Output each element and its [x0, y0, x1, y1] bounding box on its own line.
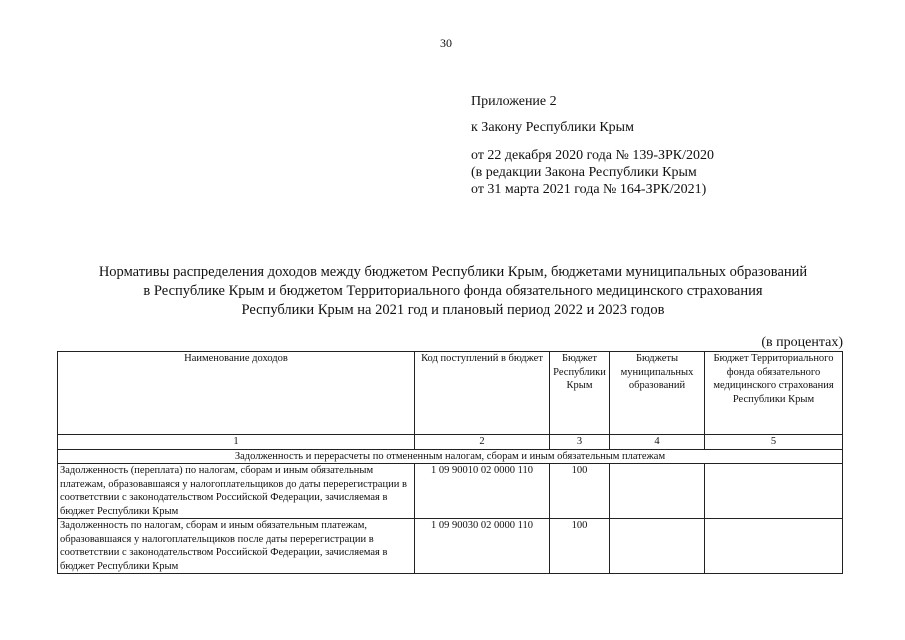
- col-header-municipal-budgets: Бюджеты муниципальных образований: [610, 352, 705, 435]
- column-number: 4: [610, 435, 705, 450]
- fund-share: [705, 519, 843, 574]
- fund-share: [705, 464, 843, 519]
- col-header-name: Наименование доходов: [58, 352, 415, 435]
- appendix-edition-date-line: от 31 марта 2021 года № 164-ЗРК/2021): [471, 182, 707, 197]
- col-header-fund-budget: Бюджет Территориального фонда обязательного медицинского страхования Республики Крым: [705, 352, 843, 435]
- column-number: 2: [415, 435, 550, 450]
- col-header-rk-budget: Бюджет Республики Крым: [550, 352, 610, 435]
- appendix-dates: [471, 147, 714, 198]
- title-line-2: в Республике Крым и бюджетом Территориального фонда обязательного медицинского страхования: [143, 283, 763, 299]
- income-name: Задолженность (переплата) по налогам, сборам и иным обязательным платежам, образовавшаяся у налогоплательщиков до даты перерегистрации в соответствии с законодательством Российской Федерации, зачисляемая в бюджет Республики Крым: [58, 464, 415, 519]
- title-line-1: Нормативы распределения доходов между бюджетом Республики Крым, бюджетами муниципальных образований: [98, 264, 808, 280]
- table-header-row: [58, 352, 843, 435]
- document-title: [40, 263, 866, 320]
- municipal-share: [610, 464, 705, 519]
- section-row: [58, 449, 843, 464]
- units-note: (в процентах): [761, 335, 843, 350]
- page-number: 30: [440, 36, 452, 50]
- income-code: 1 09 90010 02 0000 110: [415, 464, 550, 519]
- appendix-label: Приложение 2: [471, 94, 557, 109]
- column-number: 3: [550, 435, 610, 450]
- column-number: 1: [58, 435, 415, 450]
- appendix-edition-line: (в редакции Закона Республики Крым: [471, 165, 697, 180]
- appendix-law-ref: к Закону Республики Крым: [471, 120, 634, 135]
- norms-table: [57, 351, 843, 574]
- col-header-code: Код поступлений в бюджет: [415, 352, 550, 435]
- rk-budget-share: 100: [550, 464, 610, 519]
- appendix-date-line: от 22 декабря 2020 года № 139-ЗРК/2020: [471, 148, 715, 163]
- income-code: 1 09 90030 02 0000 110: [415, 519, 550, 574]
- municipal-share: [610, 519, 705, 574]
- title-line-3: Республики Крым на 2021 год и плановый период 2022 и 2023 годов: [241, 302, 665, 318]
- rk-budget-share: 100: [550, 519, 610, 574]
- table-row: [58, 464, 843, 519]
- table-row: [58, 519, 843, 574]
- section-title: Задолженность и перерасчеты по отмененным налогам, сборам и иным обязательным платежам: [58, 449, 843, 464]
- column-number-row: [58, 435, 843, 450]
- column-number: 5: [705, 435, 843, 450]
- income-name: Задолженность по налогам, сборам и иным обязательным платежам, образовавшаяся у налогоплательщиков после даты перерегистрации в соответствии с законодательством Российской Федерации, зачисляемая в бюджет Республики Крым: [58, 519, 415, 574]
